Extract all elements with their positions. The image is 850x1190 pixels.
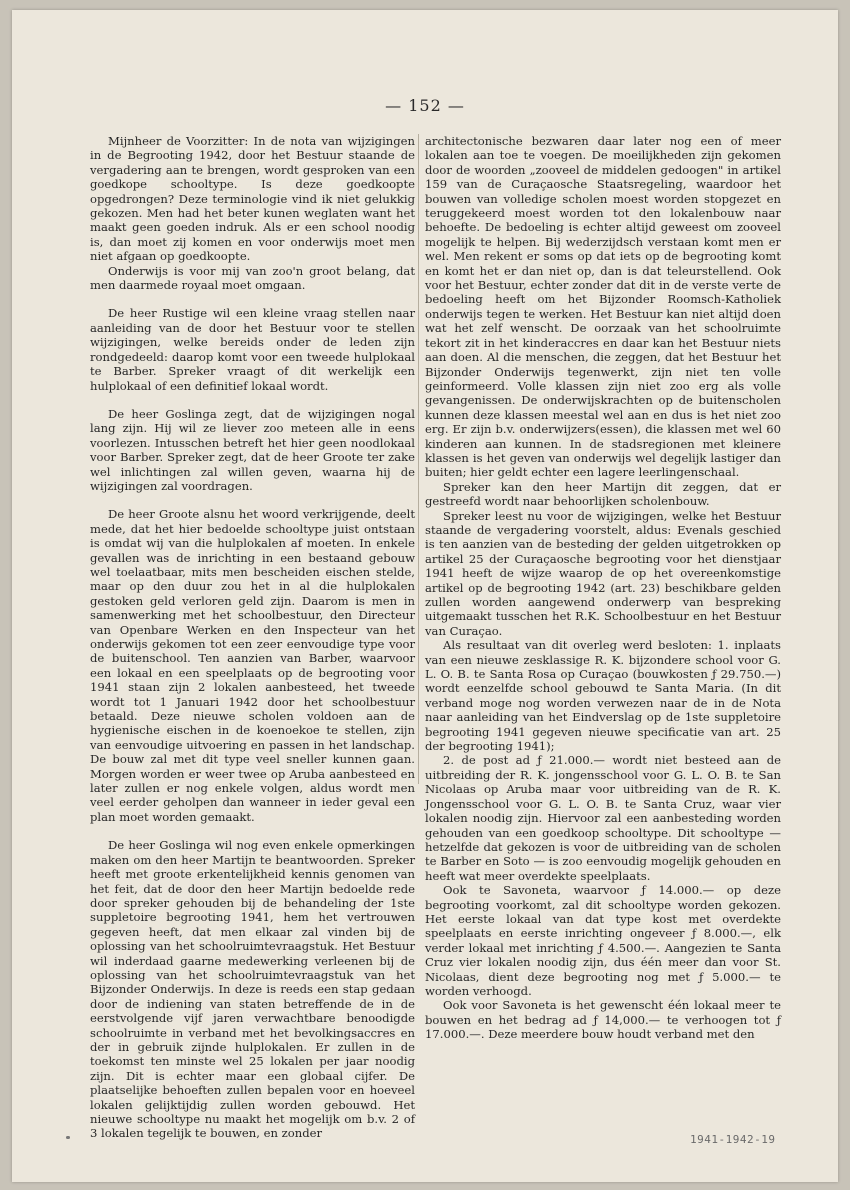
paragraph: De heer Groote alsnu het woord verkrijgende, deelt mede, dat het hier bedoelde schooltype juist ontstaan is omdat wij van die hulplokalen af moeten. In enkele gevallen was de inrichting in een bestaand gebouw wel toelaatbaar, mits men bescheiden eischen stelde, maar op den duur zou het in al die hulplokalen gestoken geld verloren geld zijn. Daarom is men in samenwerking met het schoolbestuur, den Directeur van Openbare Werken en den Inspecteur van het onderwijs gekomen tot een zeer eenvoudige type voor de buitenschool. Ten aanzien van Barber, waarvoor een lokaal en een speelplaats op de begrooting voor 1941 staan zijn 2 lokalen aanbesteed, het tweede wordt tot 1 Januari 1942 door het schoolbestuur betaald. Deze nieuwe scholen voldoen aan de hygienische eischen in de koenoekoe te stellen, zijn van eenvoudige uitvoering en passen in het landschap. De bouw zal met dit type veel sneller kunnen gaan. Morgen worden er weer twee op Aruba aanbesteed en later zullen er nog enkele volgen, aldus wordt men veel eerder geholpen dan wanneer in ieder geval een plan moet worden gemaakt. xyxy=(90,507,415,824)
paragraph: 2. de post ad ƒ 21.000.— wordt niet besteed aan de uitbreiding der R. K. jongensschool voor G. L. O. B. te San Nicolaas op Aruba maar voor uitbreiding van de R. K. Jongensschool voor G. L. O. B. te Santa Cruz, waar vier lokalen noodig zijn. Hiervoor zal een aanbesteding worden gehouden van een goedkoop schooltype. Dit schooltype — hetzelfde dat gekozen is voor de uitbreiding van de scholen te Barber en Soto — is zoo eenvoudig mogelijk gehouden en heeft wat meer overdekte speelplaats. xyxy=(425,753,781,883)
paragraph: Spreker leest nu voor de wijzigingen, welke het Bestuur staande de vergadering voorstelt, aldus: Evenals geschied is ten aanzien van de besteding der gelden uitgetrokken op artikel 25 der Curaçaosche begrooting voor het dienstjaar 1941 heeft de wijze waarop de op het overeenkomstige artikel op de begrooting 1942 (art. 23) beschikbare gelden zullen worden aangewend onderwerp van bespreking uitgemaakt tusschen het R.K. Schoolbestuur en het Bestuur van Curaçao. xyxy=(425,508,781,638)
paper-speck xyxy=(66,1136,70,1139)
page-number: — 152 — xyxy=(385,96,465,115)
archive-stamp: 1941-1942-19 xyxy=(690,1133,776,1146)
paragraph: architectonische bezwaren daar later nog een of meer lokalen aan toe te voegen. De moeilijkheden zijn gekomen door de woorden „zooveel de middelen gedoogen" in artikel 159 van de Curaçaosche Staatsregeling, waardoor het bouwen van volledige scholen moest worden stopgezet en teruggekeerd moest worden tot den lokalenbouw naar behoefte. De bedoeling is echter altijd geweest om zooveel mogelijk te helpen. Bij wederzijdsch verstaan komt men er wel. Men rekent er soms op dat iets op de begrooting komt en komt het er dan niet op, dan is dat teleurstellend. Ook voor het Bestuur, echter zonder dat dit in de verste verte de bedoeling heeft om het Bijzonder Roomsch-Katholiek onderwijs tegen te werken. Het Bestuur kan niet altijd doen wat het zelf wenscht. De oorzaak van het schoolruimte tekort zit in het kinderaccres en daar kan het Bestuur niets aan doen. Al die menschen, die zeggen, dat het Bestuur het Bijzonder Onderwijs tegenwerkt, zijn niet ten volle geinformeerd. Volle klassen zijn niet zoo erg als volle gevangenissen. De onderwijskrachten op de buitenscholen kunnen deze klassen meestal wel aan en dus is het niet zoo erg. Er zijn b.v. onderwijzers(essen), die klassen met wel 60 kinderen aan kunnen. In de stadsregionen met kleinere klassen is het geven van onderwijs wel degelijk lastiger dan buiten; hier geldt echter een lagere leerlingenschaal. xyxy=(425,134,781,480)
left-text-column xyxy=(90,134,415,1141)
column-divider xyxy=(418,134,419,784)
paragraph: Onderwijs is voor mij van zoo'n groot belang, dat men daarmede royaal moet omgaan. xyxy=(90,263,415,293)
paragraph: Als resultaat van dit overleg werd besloten: 1. inplaats van een nieuwe zesklassige R. K. bijzondere school voor G. L. O. B. te Santa Rosa op Curaçao (bouwkosten ƒ 29.750.—) wordt eenzelfde school gebouwd te Santa Maria. (In dit verband moge nog worden verwezen naar de in de Nota naar aanleiding van het Eindverslag op de 1ste suppletoire begrooting 1941 gegeven nieuwe specificatie van art. 25 der begrooting 1941); xyxy=(425,638,781,754)
paragraph: Spreker kan den heer Martijn dit zeggen, dat er gestreefd wordt naar behoorlijken scholenbouw. xyxy=(425,479,781,509)
right-text-column xyxy=(425,134,781,1042)
paragraph: De heer Rustige wil een kleine vraag stellen naar aanleiding van de door het Bestuur voor te stellen wijzigingen, welke bereids onder de leden zijn rondgedeeld: daarop komt voor een tweede hulplokaal te Barber. Spreker vraagt of dit werkelijk een hulplokaal of een definitief lokaal wordt. xyxy=(90,306,415,393)
paragraph: De heer Goslinga wil nog even enkele opmerkingen maken om den heer Martijn te beantwoorden. Spreker heeft met groote erkentelijkheid kennis genomen van het feit, dat de door den heer Martijn bedoelde rede door spreker gehouden bij de behandeling der 1ste suppletoire begrooting 1941, hem het vertrouwen gegeven heeft, dat men elkaar zal vinden bij de oplossing van het schoolruimtevraagstuk. Het Bestuur wil inderdaad gaarne medewerking verleenen bij de oplossing van het schoolruimtevraagstuk van het Bijzonder Onderwijs. In deze is reeds een stap gedaan door de indiening van staten betreffende de in de eerstvolgende vijf jaren verwachtbare benoodigde schoolruimte in verband met het bevolkingsaccres en der in gebruik zijnde hulplokalen. Er zullen in de toekomst ten minste wel 25 lokalen per jaar noodig zijn. Dit is echter maar een globaal cijfer. De plaatselijke behoeften zullen bepalen voor en hoeveel lokalen gelijktijdig zullen worden gebouwd. Het nieuwe schooltype nu maakt het mogelijk om b.v. 2 of 3 lokalen tegelijk te bouwen, en zonder xyxy=(90,838,415,1141)
paragraph: Ook te Savoneta, waarvoor ƒ 14.000.— op deze begrooting voorkomt, zal dit schooltype worden gekozen. Het eerste lokaal van dat type kost met overdekte speelplaats en eerste inrichting ongeveer ƒ 8.000.—, elk verder lokaal met inrichting ƒ 4.500.—. Aangezien te Santa Cruz vier lokalen noodig zijn, dus één meer dan voor St. Nicolaas, dient deze begrooting nog met ƒ 5.000.— te worden verhoogd. xyxy=(425,883,781,998)
paragraph: De heer Goslinga zegt, dat de wijzigingen nogal lang zijn. Hij wil ze liever zoo meteen alle in eens voorlezen. Intusschen betreft het hier geen noodlokaal voor Barber. Spreker zegt, dat de heer Groote ter zake wel inlichtingen zal willen geven, waarna hij de wijzigingen zal voordragen. xyxy=(90,406,415,493)
paragraph: Ook voor Savoneta is het gewenscht één lokaal meer te bouwen en het bedrag ad ƒ 14,000.— te verhoogen tot ƒ 17.000.—. Deze meerdere bouw houdt verband met den xyxy=(425,998,781,1042)
paragraph: Mijnheer de Voorzitter: In de nota van wijzigingen in de Begrooting 1942, door het Bestuur staande de vergadering aan te brengen, wordt gesproken van een goedkope schooltype. Is deze goedkoopte opgedrongen? Deze terminologie vind ik niet gelukkig gekozen. Men had het beter kunen weglaten want het maakt geen goeden indruk. Als er een school noodig is, dan moet zij komen en voor onderwijs moet men niet afgaan op goedkoopte. xyxy=(90,134,415,264)
